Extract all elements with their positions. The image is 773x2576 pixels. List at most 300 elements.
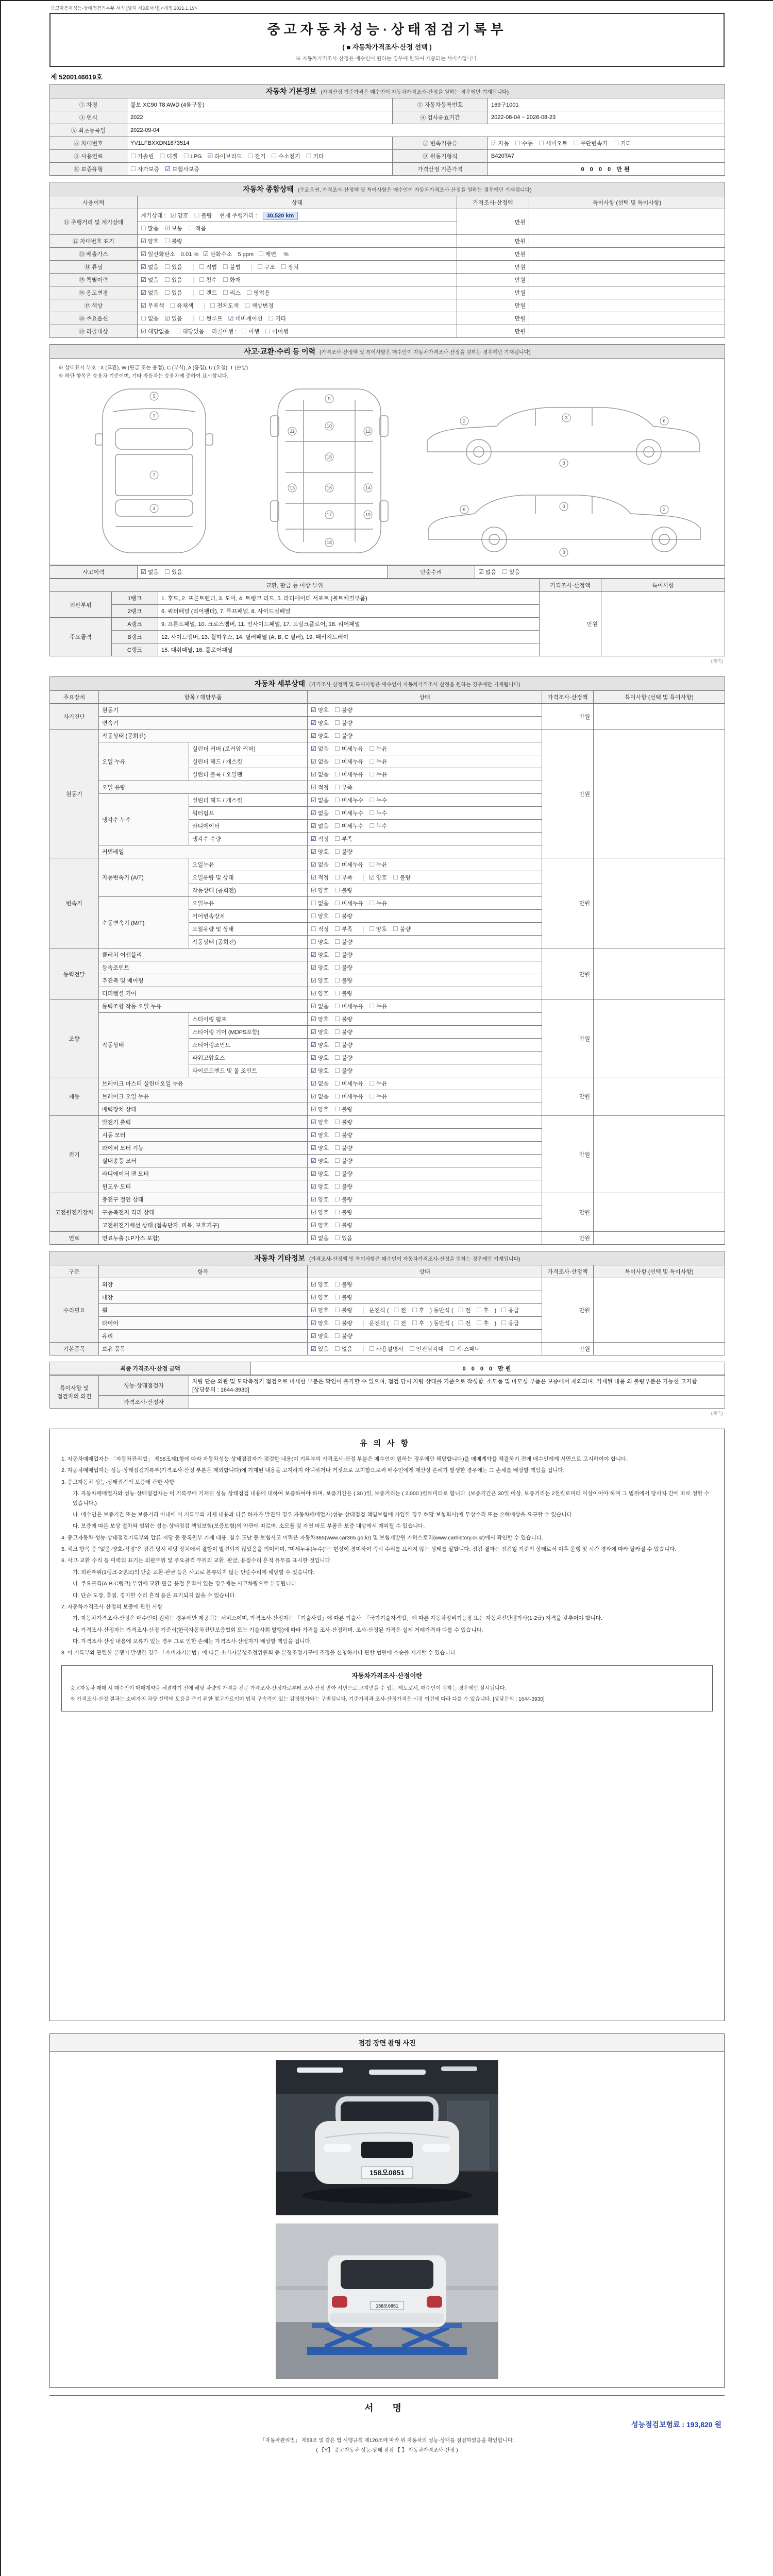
checkbox-불량[interactable]: [334, 951, 352, 959]
checkbox-있음[interactable]: [164, 568, 182, 576]
checkbox-부족[interactable]: [334, 925, 352, 933]
checkbox-적정[interactable]: [311, 783, 329, 791]
checkbox-label: 불량: [341, 1042, 353, 1048]
checkbox-불량[interactable]: [334, 1131, 352, 1139]
diagram-part-number: [150, 471, 158, 479]
checkbox-양호[interactable]: [311, 706, 329, 714]
value-cell: 커먼레일: [99, 845, 308, 858]
checkbox-양호[interactable]: [311, 848, 329, 856]
checkbox-일산화탄소[interactable]: [141, 250, 175, 258]
checkbox-양호[interactable]: [311, 976, 329, 985]
checkbox-미세누유[interactable]: [334, 757, 363, 766]
checkbox-양호[interactable]: [311, 963, 329, 972]
table-row: [50, 948, 725, 961]
checkbox-label: 응급: [508, 1320, 519, 1327]
notice-item: 가. 자동차매매업자와 성능·상태점검자는 이 기록부에 기재된 성능·상태점검 내용에 대하여 보증하여야 하며, 보증기간은 ( 30 )일, 보증거리는 ( 2,000 )킬로미터로 합니다. (보증기간은 30일 이상, 보증거리는 2천킬로미터 이상이어야 하며 그 범위에서 당사자 간에 따로 정할 수 있습니다.): [73, 1490, 710, 1506]
status-cell: [308, 1013, 542, 1026]
legal-confirmation-line: 「자동차관리법」 제58조 및 같은 법 시행규칙 제120조에 따라 위 자동차의 성능·상태를 점검하였음을 확인합니다.: [260, 2438, 514, 2444]
checkbox-미세누유[interactable]: [334, 744, 363, 753]
status-cell: [308, 1026, 542, 1039]
notice-item: 나. 매수인은 보증기간 또는 보증거리 이내에 이 기록부의 기재 내용과 다른 하자가 발견된 경우 자동차매매업자(성능·상태점검 책임보험에 가입한 경우 해당 보험회사)에 무상수리 또는 손해배상을 요구할 수 있습니다.: [73, 1511, 574, 1518]
diagram-part-number: [288, 484, 296, 492]
status-cell: [308, 781, 542, 794]
checkbox-양호[interactable]: [369, 925, 387, 933]
checkbox-없음[interactable]: [141, 568, 159, 576]
checkbox-세미오토[interactable]: [539, 139, 567, 147]
checkbox-있음[interactable]: [164, 314, 182, 323]
section-note: (가격조사·산정액 및 특이사항은 매수인이 자동차가격조사·산정을 원하는 경우에만 기재됩니다): [320, 350, 531, 355]
checkbox-있음[interactable]: [311, 1345, 329, 1353]
checkbox-없음[interactable]: [334, 1345, 352, 1353]
checkbox-매연[interactable]: [258, 250, 276, 258]
checkbox-없음[interactable]: [141, 263, 159, 271]
checkbox-label: 양호: [317, 1210, 329, 1216]
value-cell: 파워고압호스: [189, 1052, 308, 1064]
checkbox-없음[interactable]: [478, 568, 496, 576]
checkbox-부족[interactable]: [334, 873, 352, 882]
checkbox-없음[interactable]: [311, 1002, 329, 1010]
checkbox-미세누수[interactable]: [334, 822, 363, 830]
checkbox-불량[interactable]: [334, 886, 352, 894]
table-row: [50, 566, 725, 579]
checked-box-icon: ☑: [311, 1118, 316, 1126]
checkbox-적정[interactable]: [311, 835, 329, 843]
value-cell: [594, 1077, 725, 1116]
value-cell: 냉각수 수량: [189, 833, 308, 845]
checkbox-수소전기[interactable]: [271, 152, 300, 160]
checkbox-불량[interactable]: [334, 1105, 352, 1113]
checkbox-없음[interactable]: [311, 744, 329, 753]
checkbox-적정[interactable]: [311, 873, 329, 882]
checkbox-있음[interactable]: [164, 276, 182, 284]
label-cell: ⑦ 변속기종류: [393, 137, 488, 150]
checkbox-없음[interactable]: [311, 809, 329, 817]
checkbox-불량[interactable]: [334, 1066, 352, 1075]
unchecked-box-icon: ☐: [334, 887, 340, 894]
table-row: [50, 1376, 725, 1396]
divider: │: [362, 1346, 365, 1352]
checkbox-불량[interactable]: [334, 1280, 352, 1289]
section-note: (가격조사·산정액 및 특이사항은 매수인이 자동차가격조사·산정을 원하는 경우에만 기재됩니다): [309, 682, 520, 688]
checkbox-양호[interactable]: [171, 211, 189, 219]
unchecked-box-icon: ☐: [268, 315, 274, 322]
checkbox-양호[interactable]: [311, 1182, 329, 1191]
unchecked-box-icon: ☐: [257, 263, 263, 270]
checkbox-양호[interactable]: [311, 1041, 329, 1049]
checkbox-label: 적정: [317, 836, 329, 842]
opinion-mount: [49, 1375, 725, 1409]
checkbox-불량[interactable]: [393, 925, 411, 933]
checkbox-양호[interactable]: [141, 237, 159, 245]
checkbox-label: 응급: [508, 1308, 519, 1314]
divider: │: [362, 926, 365, 933]
checkbox-누수[interactable]: [369, 809, 387, 817]
checkbox-양호[interactable]: [311, 1131, 329, 1139]
svg-text:7: 7: [153, 472, 156, 478]
license-plate-number: 158오0851: [376, 2303, 398, 2309]
checkbox-부족[interactable]: [334, 783, 352, 791]
checkbox-많음[interactable]: [141, 224, 159, 232]
checkbox-색상변경[interactable]: [244, 301, 273, 310]
checkbox-하이브리드[interactable]: [207, 152, 242, 160]
checkbox-불량[interactable]: [334, 1028, 352, 1036]
label-cell: ⑰ 색상: [50, 299, 138, 312]
ceiling-light: [297, 2067, 343, 2073]
checkbox-전[interactable]: [458, 1319, 470, 1327]
checkbox-전[interactable]: [458, 1306, 470, 1314]
section-note: (가격산정 기준가격은 매수인이 자동차가격조사·산정을 원하는 경우에만 기재됩니다): [321, 90, 509, 95]
table-row: [50, 858, 725, 871]
checkbox-양호[interactable]: [311, 1332, 329, 1340]
checkbox-후[interactable]: [476, 1319, 489, 1327]
checkbox-label: 양호: [317, 1171, 329, 1177]
checkbox-없음[interactable]: [311, 1092, 329, 1100]
checkbox-label: 보통: [171, 226, 183, 232]
unchecked-box-icon: ☐: [613, 140, 619, 147]
value-cell: 작동상태: [99, 1013, 189, 1077]
checkbox-label: 양호: [317, 1068, 329, 1074]
unchecked-box-icon: ☐: [280, 263, 287, 270]
checkbox-가솔린[interactable]: [130, 152, 154, 160]
checkbox-양호[interactable]: [311, 951, 329, 959]
checkbox-미세누유[interactable]: [334, 770, 363, 778]
panel-rank-mount: [49, 579, 725, 656]
page-break: [49, 664, 725, 676]
checkbox-양호[interactable]: [311, 1293, 329, 1301]
checkbox-양호[interactable]: [311, 886, 329, 894]
etc-info-table: [49, 1251, 725, 1355]
checkbox-양호[interactable]: [311, 1118, 329, 1126]
checkbox-해당없음[interactable]: [141, 327, 170, 335]
unchecked-box-icon: ☐: [334, 1183, 340, 1190]
label-cell: ⑪ 주행거리 및 계기상태: [50, 209, 138, 235]
checkbox-적법[interactable]: [199, 263, 217, 271]
table-row: [50, 1077, 725, 1090]
checkbox-있음[interactable]: [164, 263, 182, 271]
checkbox-불량[interactable]: [334, 1221, 352, 1229]
checkbox-없음[interactable]: [141, 276, 159, 284]
status-cell: [308, 1278, 542, 1291]
checkbox-미세누유[interactable]: [334, 1079, 363, 1088]
checkbox-기타[interactable]: [268, 314, 287, 323]
checkbox-자가보증[interactable]: [130, 165, 159, 173]
checkbox-네비게이션[interactable]: [228, 314, 263, 323]
checkbox-후[interactable]: [412, 1319, 424, 1327]
group-cell: 변속기: [50, 858, 99, 948]
checkbox-양호[interactable]: [311, 1319, 329, 1327]
checkbox-없음[interactable]: [311, 770, 329, 778]
checkbox-누수[interactable]: [369, 796, 387, 804]
checkbox-디젤[interactable]: [160, 152, 178, 160]
checkbox-누유[interactable]: [369, 770, 387, 778]
checkbox-label: 불량: [341, 1197, 353, 1203]
checkbox-불량[interactable]: [334, 1157, 352, 1165]
checkbox-보통[interactable]: [164, 224, 182, 232]
checkbox-리스[interactable]: [223, 289, 241, 297]
checkbox-label: 부족: [341, 926, 353, 933]
checkbox-label: 없음: [147, 290, 159, 296]
checkbox-불량[interactable]: [334, 976, 352, 985]
checkbox-미세누수[interactable]: [334, 796, 363, 804]
checkbox-전체도색[interactable]: [210, 301, 239, 310]
value-cell: 2022-08-04 ~ 2026-08-23: [488, 111, 725, 124]
value-cell: 시동 모터: [99, 1129, 308, 1142]
checkbox-미세누유[interactable]: [334, 860, 363, 869]
checkbox-있음[interactable]: [502, 568, 520, 576]
checkbox-미세누유[interactable]: [334, 899, 363, 907]
checked-box-icon: ☑: [141, 238, 146, 245]
checkbox-기타[interactable]: [306, 152, 324, 160]
checkbox-양호[interactable]: [311, 1028, 329, 1036]
checkbox-누유[interactable]: [369, 1002, 387, 1010]
checkbox-누유[interactable]: [369, 744, 387, 753]
checkbox-label: 영업용: [253, 290, 270, 296]
checkbox-썬루프[interactable]: [199, 314, 223, 323]
checkbox-양호[interactable]: [311, 1157, 329, 1165]
taillight: [427, 2296, 442, 2308]
unchecked-box-icon: ☐: [334, 938, 340, 945]
overall-condition-mount: [49, 182, 725, 338]
checkbox-있음[interactable]: [164, 289, 182, 297]
price-cell: 만원: [542, 1343, 594, 1355]
checkbox-label: 양호: [317, 1120, 329, 1126]
inspection-insurance-fee: [49, 2419, 721, 2430]
checkbox-없음[interactable]: [311, 899, 329, 907]
checkbox-불량[interactable]: [334, 1041, 352, 1049]
checkbox-부족[interactable]: [334, 835, 352, 843]
checkbox-없음[interactable]: [311, 860, 329, 869]
checkbox-누유[interactable]: [369, 1092, 387, 1100]
checkbox-label: 네비게이션: [235, 316, 263, 322]
checkbox-미세누유[interactable]: [334, 1002, 363, 1010]
checkbox-누유[interactable]: [369, 860, 387, 869]
value-cell: [594, 1000, 725, 1077]
checkbox-전[interactable]: [394, 1306, 406, 1314]
checkbox-전기[interactable]: [247, 152, 265, 160]
checkbox-불량[interactable]: [334, 938, 352, 946]
checkbox-안전삼각대[interactable]: [409, 1345, 444, 1353]
checkbox-양호[interactable]: [311, 1280, 329, 1289]
checkbox-있음[interactable]: [334, 1234, 352, 1242]
checkbox-양호[interactable]: [311, 938, 329, 946]
unchecked-box-icon: ☐: [311, 938, 316, 945]
value-cell: [529, 325, 725, 338]
section-title-cell: [50, 84, 725, 98]
checkbox-양호[interactable]: [311, 1170, 329, 1178]
checkbox-label: 색상변경: [251, 303, 274, 309]
checkbox-화재[interactable]: [223, 276, 241, 284]
value-cell: 워터펌프: [189, 807, 308, 820]
checked-box-icon: ☑: [311, 1157, 316, 1164]
checkbox-영업용[interactable]: [246, 289, 270, 297]
checkbox-불량[interactable]: [334, 963, 352, 972]
checkbox-자동[interactable]: [491, 139, 509, 147]
unchecked-box-icon: ☐: [392, 874, 398, 881]
svg-text:19: 19: [365, 512, 371, 517]
checkbox-유채색[interactable]: [170, 301, 194, 310]
checkbox-구조[interactable]: [257, 263, 275, 271]
basic-info-table: [49, 84, 725, 176]
checkbox-label: 가솔린: [137, 154, 154, 160]
checkbox-미이행[interactable]: [265, 327, 289, 335]
checkbox-label: 매연: [265, 251, 277, 258]
checkbox-양호[interactable]: [311, 1208, 329, 1216]
checkbox-기타[interactable]: [613, 139, 631, 147]
checkbox-후[interactable]: [412, 1306, 424, 1314]
checkbox-누유[interactable]: [369, 899, 387, 907]
checkbox-label: 있음: [171, 569, 183, 575]
value-cell: 169구1001: [488, 98, 725, 111]
checkbox-이행[interactable]: [241, 327, 259, 335]
checkbox-양호[interactable]: [311, 732, 329, 740]
svg-text:2: 2: [463, 418, 466, 423]
checkbox-후[interactable]: [476, 1306, 489, 1314]
checkbox-label: 안전삼각대: [416, 1346, 444, 1352]
inspection-photo-front: [276, 2060, 498, 2215]
value-cell: 2022: [127, 111, 393, 124]
checkbox-불량[interactable]: [194, 211, 212, 219]
svg-text:6: 6: [463, 507, 466, 512]
checkbox-불량[interactable]: [334, 1319, 352, 1327]
checkbox-label: 미세누수: [341, 823, 364, 829]
checkbox-label: 불량: [341, 1016, 353, 1023]
checkbox-누유[interactable]: [369, 757, 387, 766]
checkbox-미세누유[interactable]: [334, 1092, 363, 1100]
unchecked-box-icon: ☐: [334, 964, 340, 971]
checkbox-양호[interactable]: [311, 1054, 329, 1062]
checkbox-불량[interactable]: [334, 1182, 352, 1191]
checked-box-icon: ☑: [478, 568, 484, 575]
checkbox-해당있음[interactable]: [175, 327, 204, 335]
checked-box-icon: ☑: [311, 822, 316, 829]
checkbox-탄화수소[interactable]: [203, 250, 232, 258]
checkbox-LPG[interactable]: [183, 152, 202, 160]
checkbox-불량[interactable]: [334, 1195, 352, 1204]
checkbox-무채색[interactable]: [141, 301, 164, 310]
status-cell: [127, 150, 393, 163]
checkbox-무단변속기[interactable]: [573, 139, 608, 147]
svg-text:11: 11: [290, 429, 295, 434]
checkbox-양호[interactable]: [311, 1015, 329, 1023]
checkbox-수동[interactable]: [515, 139, 533, 147]
checkbox-없음[interactable]: [311, 822, 329, 830]
checkbox-불량[interactable]: [334, 912, 352, 920]
checkbox-label: 누수: [376, 810, 388, 817]
checkbox-적음[interactable]: [188, 224, 206, 232]
checkbox-불량[interactable]: [334, 1170, 352, 1178]
section-title: 자동차 종합상태: [243, 185, 294, 193]
unchecked-box-icon: ☐: [334, 1196, 340, 1203]
checkbox-label: 양호: [317, 952, 329, 958]
checkbox-누수[interactable]: [369, 822, 387, 830]
checkbox-불량[interactable]: [164, 237, 182, 245]
checkbox-없음[interactable]: [311, 1234, 329, 1242]
table-row: [50, 150, 725, 163]
checkbox-양호[interactable]: [311, 1195, 329, 1204]
unchecked-box-icon: ☐: [334, 1041, 340, 1048]
group-cell: 전기: [50, 1116, 99, 1193]
checkbox-전[interactable]: [394, 1319, 406, 1327]
checkbox-응급[interactable]: [501, 1306, 519, 1314]
unchecked-box-icon: ☐: [170, 302, 176, 309]
checkbox-label: 불량: [341, 939, 353, 945]
checkbox-불량[interactable]: [334, 1306, 352, 1314]
checkbox-없음[interactable]: [311, 796, 329, 804]
checkbox-양호[interactable]: [311, 1144, 329, 1152]
checkbox-양호[interactable]: [311, 1105, 329, 1113]
checkbox-없음[interactable]: [141, 289, 159, 297]
checkbox-양호[interactable]: [311, 719, 329, 727]
checkbox-양호[interactable]: [311, 912, 329, 920]
table-row: [50, 1362, 725, 1375]
accident-header-mount: [49, 344, 725, 359]
checkbox-불량[interactable]: [334, 1015, 352, 1023]
table-row: [50, 730, 725, 742]
checkbox-누유[interactable]: [369, 1079, 387, 1088]
checkbox-양호[interactable]: [311, 1066, 329, 1075]
checkbox-label: 기타: [275, 316, 287, 322]
checkbox-양호[interactable]: [311, 989, 329, 997]
checkbox-불량[interactable]: [334, 1144, 352, 1152]
checkbox-불량[interactable]: [334, 732, 352, 740]
checkbox-불량[interactable]: [334, 719, 352, 727]
unchecked-box-icon: ☐: [222, 289, 228, 296]
status-cell: [138, 222, 457, 235]
checkbox-불량[interactable]: [334, 1208, 352, 1216]
checkbox-불량[interactable]: [334, 1054, 352, 1062]
checkbox-양호[interactable]: [369, 873, 387, 882]
checkbox-label: 불량: [341, 1308, 353, 1314]
checked-box-icon: ☑: [311, 1307, 316, 1314]
checkbox-장치[interactable]: [281, 263, 299, 271]
checkbox-응급[interactable]: [501, 1319, 519, 1327]
value-cell: [594, 704, 725, 730]
checkbox-label: 양호: [376, 926, 387, 933]
checkbox-불량[interactable]: [334, 848, 352, 856]
divider: │: [203, 303, 207, 309]
checkbox-label: 잭·스패너: [456, 1346, 480, 1352]
checkbox-침수[interactable]: [199, 276, 217, 284]
table-row: [50, 137, 725, 150]
fee-label: 성능점검보험료 :: [631, 2420, 685, 2429]
checkbox-없음[interactable]: [311, 757, 329, 766]
checkbox-label: 불량: [341, 720, 353, 726]
checkbox-불량[interactable]: [334, 1118, 352, 1126]
checkbox-불량[interactable]: [334, 989, 352, 997]
checkbox-미세누수[interactable]: [334, 809, 363, 817]
checkbox-불법[interactable]: [223, 263, 241, 271]
unchecked-box-icon: ☐: [392, 925, 398, 933]
checked-box-icon: ☑: [311, 951, 316, 958]
checkbox-렌트[interactable]: [199, 289, 217, 297]
checkbox-없음[interactable]: [141, 314, 159, 323]
checkbox-불량[interactable]: [334, 1332, 352, 1340]
checkbox-보험사보증[interactable]: [165, 165, 199, 173]
checkbox-적정[interactable]: [311, 925, 329, 933]
status-cell: [308, 884, 542, 897]
checkbox-양호[interactable]: [311, 1306, 329, 1314]
status-cell: [308, 936, 542, 948]
checkbox-잭·스패너[interactable]: [449, 1345, 480, 1353]
value-cell: [594, 1116, 725, 1193]
checkbox-사용설명서[interactable]: [369, 1345, 404, 1353]
status-cell: [308, 1330, 542, 1343]
checkbox-불량[interactable]: [393, 873, 411, 882]
checkbox-양호[interactable]: [311, 1221, 329, 1229]
checkbox-불량[interactable]: [334, 706, 352, 714]
checkbox-불량[interactable]: [334, 1293, 352, 1301]
checkbox-없음[interactable]: [311, 1079, 329, 1088]
